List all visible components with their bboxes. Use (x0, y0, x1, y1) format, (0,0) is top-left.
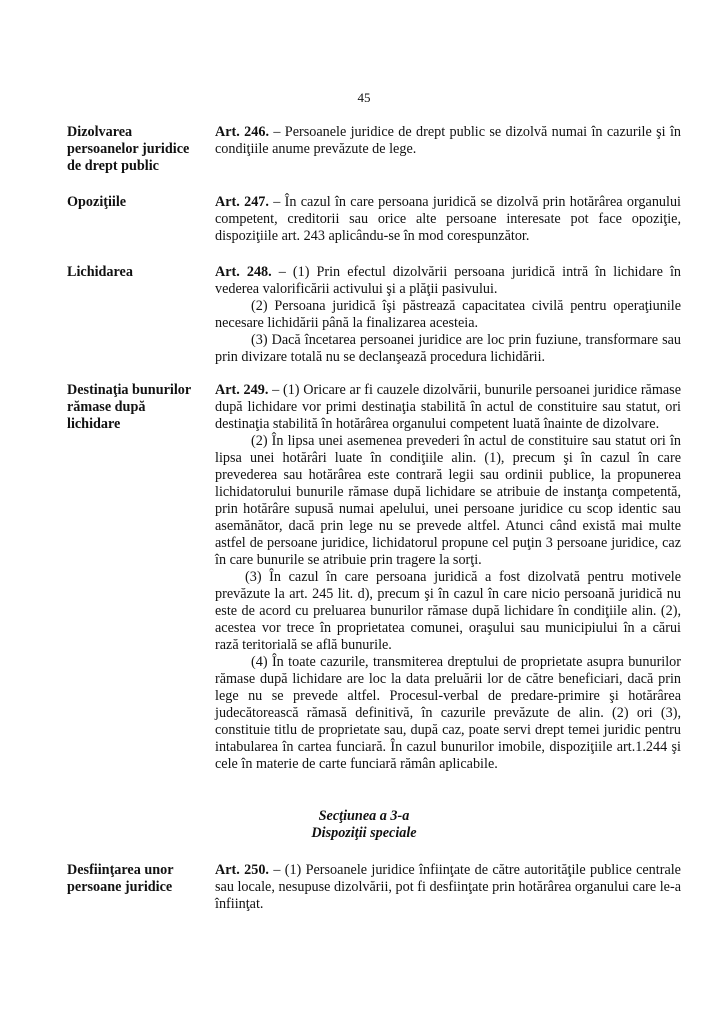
article-body (215, 264, 681, 366)
section-title: Secţiunea a 3-a (318, 808, 410, 824)
paragraph: (3) În cazul în care persoana juridică a fost dizolvată pentru motivele prevăzute la art. 245 lit. d), precum şi în cazul în care nicio persoană juridică nu este de acord cu preluarea bunurilor rămase după lichidare în condiţiile alin. (2), acestea vor trece în proprietatea comunei, oraşului sau municipiului în a cărui rază teritorială se află bunurile. (215, 569, 681, 653)
article-body (215, 124, 681, 158)
article-number: Art. 247. (215, 194, 269, 210)
article-body (215, 382, 681, 773)
article-body (215, 862, 681, 913)
paragraph: (3) Dacă încetarea persoanei juridice are loc prin fuziune, transformare sau prin divizare totală nu se declanşează procedura lichidării. (215, 332, 681, 365)
marginal-line: Opoziţiile (67, 194, 127, 210)
paragraph-text: – (1) Prin efectul dizolvării persoana juridică intră în lichidare în vederea valorificării activului şi a plăţii pasivului. (215, 264, 681, 297)
paragraph: (4) În toate cazurile, transmiterea dreptului de proprietate asupra bunurilor rămase după lichidare are loc la data preluării lor de către beneficiari, dacă prin lege nu se prevede altfel. Procesul-verbal de predare-primire şi hotărârea judecătorească rămasă definitivă, în cazurile prevăzute de alin. (2) ori (3), constituie titlu de proprietate sau, după caz, poate servi drept temei juridic pentru intabularea în cartea funciară. În cazul bunurilor imobile, dispoziţiile art.1.244 şi cele în materie de carte funciară rămân aplicabile. (215, 654, 681, 772)
article-body (215, 194, 681, 245)
paragraph-text: – (1) Persoanele juridice înfiinţate de către autorităţile publice centrale sau locale, nesupuse dizolvării, pot fi desfiinţate prin hotărârea organului care le-a înfiinţat. (215, 862, 681, 912)
marginal-line: rămase după (67, 399, 146, 415)
marginal-line: Lichidarea (67, 264, 133, 280)
paragraph (215, 194, 681, 245)
article-number: Art. 249. (215, 382, 269, 398)
paragraph-text: – (1) Oricare ar fi cauzele dizolvării, bunurile persoanei juridice rămase după lichidare vor primi destinaţia stabilită în actul de constituire sau statut, ori destinaţia stabilită în hotărârea organului competent luată înainte de dizolvare. (215, 382, 681, 432)
marginal-heading (67, 862, 205, 896)
paragraph-text: – Persoanele juridice de drept public se dizolvă numai în cazurile şi în condiţiile anume prevăzute de lege. (215, 124, 681, 157)
section-subtitle: Dispoziţii speciale (311, 825, 417, 841)
section-heading (0, 808, 728, 842)
paragraph: (2) În lipsa unei asemenea prevederi în actul de constituire sau statut ori în lipsa unei hotărâri luate în condiţiile alin. (1), precum şi în cazul în care prevederea sau hotărârea este contrară legii sau ordinii publice, la propunerea lichidatorului bunurile rămase după lichidare se atribuie de instanţa competentă, prin hotărâre supusă numai apelului, unei persoane juridice cu scop identic sau asemănător, dacă prin lege nu se prevede altfel. Atunci când există mai multe astfel de persoane juridice, lichidatorul propune cel puţin 3 persoane juridice, caz în care bunurile se atribuie prin tragere la sorţi. (215, 433, 681, 568)
article-number: Art. 250. (215, 862, 269, 878)
marginal-line: Desfiinţarea unor (67, 862, 174, 878)
paragraph: (2) Persoana juridică îşi păstrează capacitatea civilă pentru operaţiunile necesare lichidării până la finalizarea acesteia. (215, 298, 681, 331)
marginal-line: Dizolvarea (67, 124, 133, 140)
marginal-heading (67, 382, 205, 433)
paragraph (215, 264, 681, 298)
article-number: Art. 246. (215, 124, 269, 140)
paragraph (215, 862, 681, 913)
paragraph-text: – În cazul în care persoana juridică se dizolvă prin hotărârea organului competent, creditorii sau orice alte persoane interesate pot face opoziţie, dispoziţiile art. 243 aplicându-se în mod corespunzător. (215, 194, 681, 244)
article-number: Art. 248. (215, 264, 272, 280)
marginal-line: de drept public (67, 158, 159, 174)
marginal-line: lichidare (67, 416, 121, 432)
marginal-heading (67, 264, 205, 281)
marginal-line: persoane juridice (67, 879, 173, 895)
paragraph (215, 124, 681, 158)
marginal-line: persoanelor juridice (67, 141, 190, 157)
paragraph (215, 382, 681, 433)
marginal-line: Destinaţia bunurilor (67, 382, 192, 398)
marginal-heading (67, 194, 205, 211)
page-number: 45 (357, 90, 371, 105)
marginal-heading (67, 124, 205, 175)
